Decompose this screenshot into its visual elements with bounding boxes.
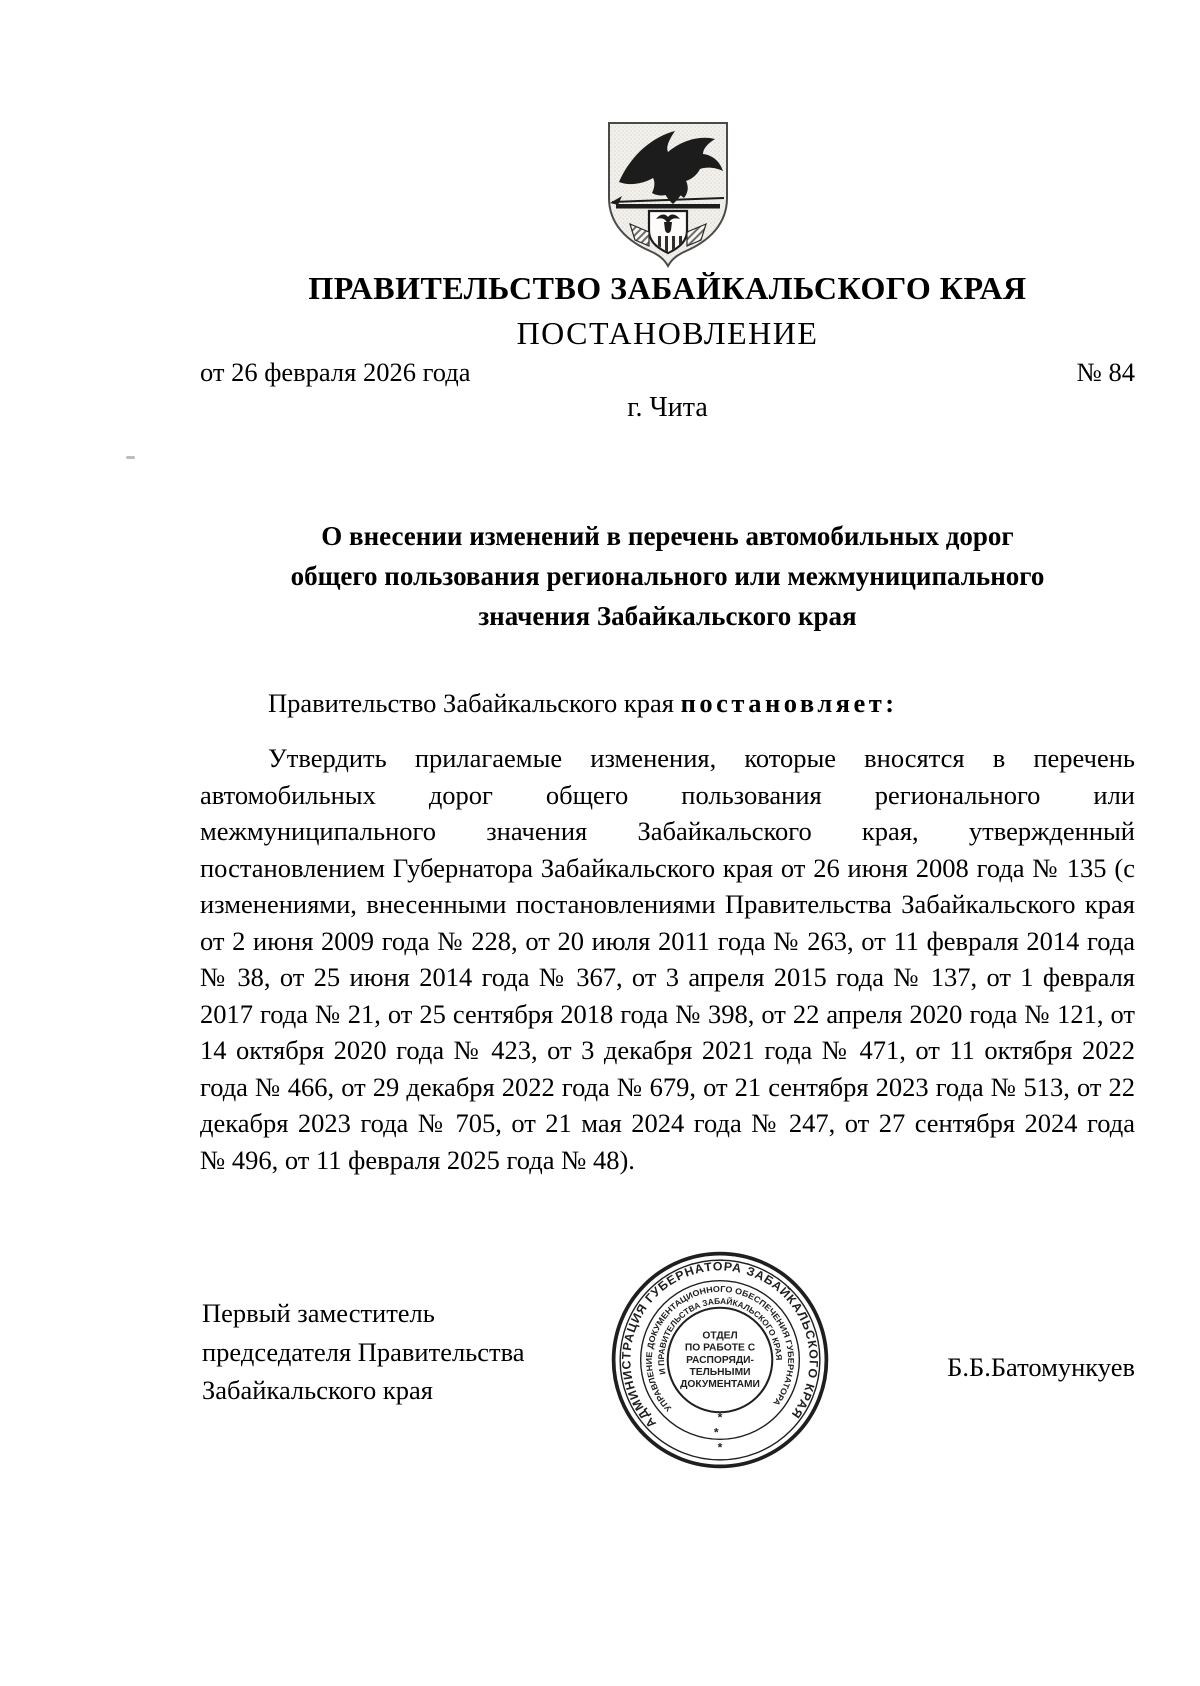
stamp-center-line-2: ПО РАБОТЕ С (684, 1342, 756, 1354)
stamp-center-line-1: ОТДЕЛ (702, 1330, 738, 1342)
stamp-ring-inner-text: И ПРАВИТЕЛЬСТВА ЗАБАЙКАЛЬСКОГО КРАЯ (655, 1295, 785, 1376)
title-line-3: значения Забайкальского края (478, 601, 857, 631)
body-paragraph: Утвердить прилагаемые изменения, которые вносятся в перечень автомобильных дорог общего пользования регионального или межмуниципального значения Забайкальского края, утвержденный постановлением Губернатора Забайкальского края от 26 июня 2008 года № 135 (с изменениями, внесенными постановлениями Правительства Забайкальского края от 2 июня 2009 года № 228, от 20 июля 2011 года № 263, от 11 февраля 2014 года № 38, от 25 июня 2014 года № 367, от 3 апреля 2015 года № 137, от 1 февраля 2017 года № 21, от 25 сентября 2018 года № 398, от 22 апреля 2020 года № 121, от 14 октября 2020 года № 423, от 3 декабря 2021 года № 471, от 11 октября 2022 года № 466, от 29 декабря 2022 года № 679, от 21 сентября 2023 года № 513, от 22 декабря 2023 года № 705, от 21 мая 2024 года № 247, от 27 сентября 2024 года № 496, от 11 февраля 2025 года № 48). (200, 743, 1135, 1175)
stamp-center-line-3: РАСПОРЯДИ- (686, 1354, 754, 1366)
doc-date: от 26 февраля 2026 года (200, 357, 471, 387)
signatory-name: Б.Б.Батомункуев (947, 1352, 1135, 1382)
doc-city: г. Чита (627, 392, 708, 423)
signature-position-line-3: Забайкальского края (202, 1375, 433, 1405)
date-number-row (200, 357, 1135, 388)
stamp-center-line-4: ТЕЛЬНЫМИ (689, 1366, 751, 1378)
signature-position-line-1: Первый заместитель (202, 1298, 435, 1328)
doc-number: № 84 (1076, 357, 1135, 387)
title-line-1: О внесении изменений в перечень автомобильных дорог (321, 521, 1014, 551)
stamp-asterisk-2: * (713, 1425, 719, 1440)
coat-of-arms-graphic (602, 118, 734, 268)
official-stamp (608, 1248, 832, 1472)
intro-verb: постановляет: (680, 688, 898, 718)
stamp-asterisk-1: * (717, 1410, 723, 1425)
resolution-intro (200, 688, 1135, 719)
doc-type: ПОСТАНОВЛЕНИЕ (516, 315, 819, 351)
doc-title (200, 516, 1135, 636)
signature-position-line-2: председателя Правительства (202, 1336, 525, 1367)
scan-artifact (126, 456, 135, 459)
intro-text: Правительство Забайкальского края (268, 688, 681, 718)
stamp-asterisk-3: * (717, 1440, 723, 1455)
org-name: ПРАВИТЕЛЬСТВО ЗАБАЙКАЛЬСКОГО КРАЯ (308, 270, 1027, 306)
palisade-bar (616, 204, 720, 209)
stamp-center-line-5: ДОКУМЕНТАМИ (680, 1379, 760, 1391)
official-stamp-graphic (608, 1248, 832, 1472)
stamp-ring-middle-text: УПРАВЛЕНИЕ ДОКУМЕНТАЦИОННОГО ОБЕСПЕЧЕНИЯ ГУБЕРНАТОРА (643, 1283, 797, 1414)
title-line-2: общего пользования регионального или межмуниципального (290, 561, 1045, 591)
coat-of-arms-zabaykalsky-krai (602, 118, 734, 268)
stamp-ring-outer-text: АДМИНИСТРАЦИЯ ГУБЕРНАТОРА ЗАБАЙКАЛЬСКОГО КРАЯ (619, 1259, 821, 1431)
